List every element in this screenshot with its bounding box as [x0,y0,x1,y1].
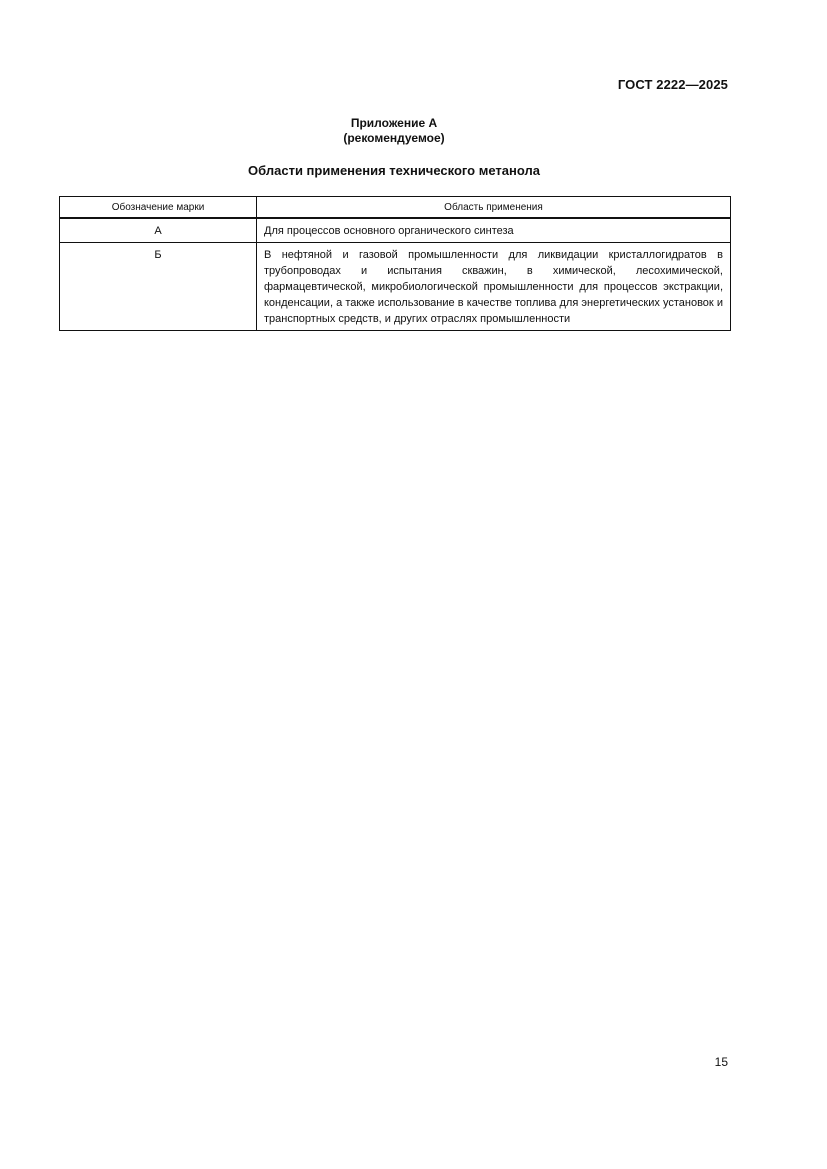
page-number: 15 [714,1055,728,1069]
table-row [60,243,731,331]
usage-cell: В нефтяной и газовой промышленности для ликвидации кристаллогидратов в трубопроводах и испытания скважин, в химической, лесохимической, фармацевтической, микробиологической промышленности для процессов экстракции, конденсации, а также использование в качестве топлива для энергетических установок и транспортных средств, и других отраслях промышленности [257,243,731,331]
appendix-title: Приложение А [350,116,438,130]
section-title: Области применения технического метанола [248,163,540,178]
column-header-usage: Область применения [257,197,731,219]
usage-cell: Для процессов основного органического синтеза [257,218,731,243]
grade-cell: А [60,218,257,243]
grade-cell: Б [60,243,257,331]
appendix-subtitle: (рекомендуемое) [343,131,445,145]
appendix-heading [0,116,788,146]
usage-table [59,196,731,331]
column-header-grade: Обозначение марки [60,197,257,219]
table-header-row [60,197,731,219]
table-row [60,218,731,243]
standard-code: ГОСТ 2222—2025 [617,77,728,92]
